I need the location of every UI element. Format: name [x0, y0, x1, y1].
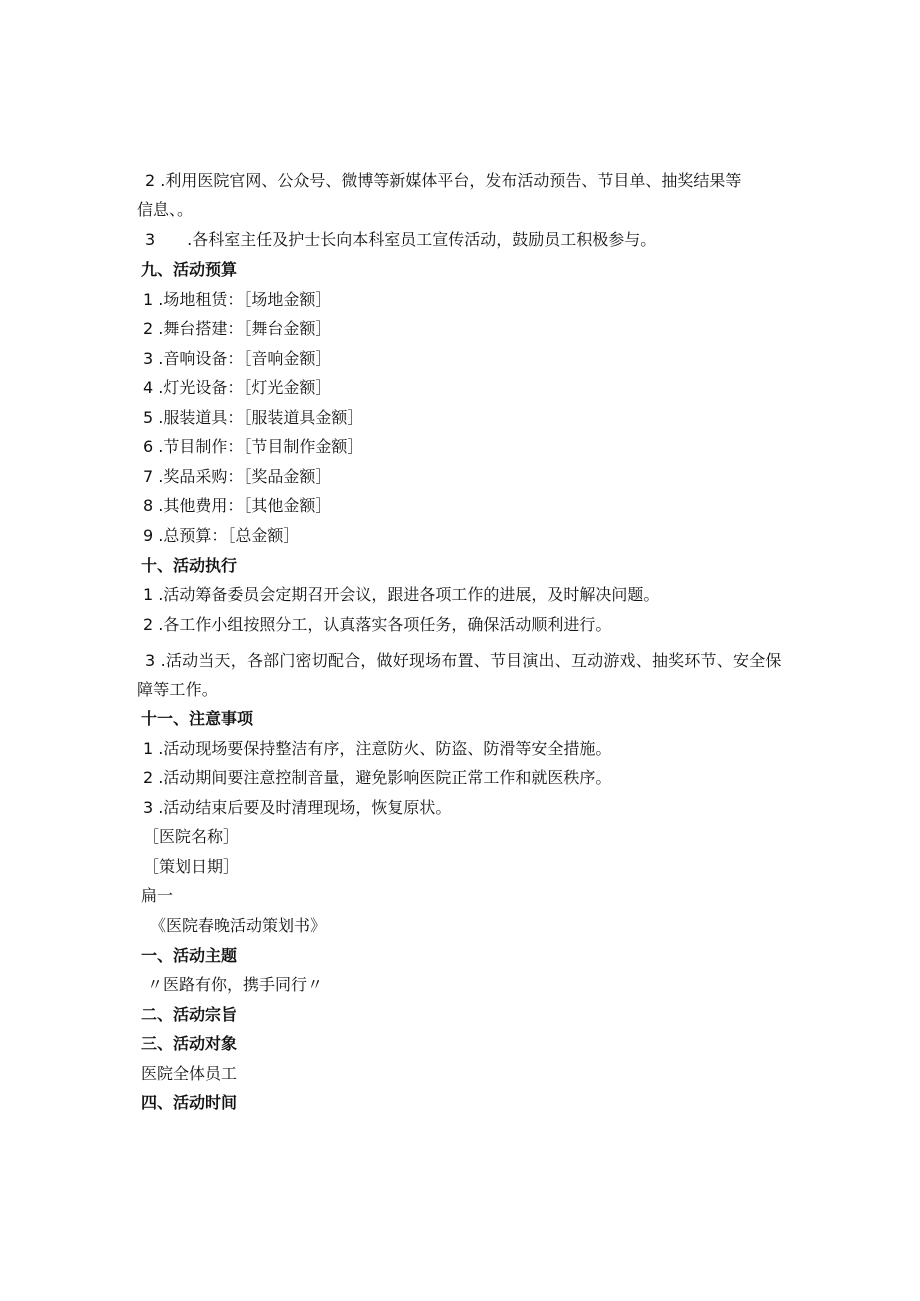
section-heading-purpose: 二、活动宗旨 [141, 1005, 238, 1024]
notes-item-1: 1 .活动现场要保持整洁有序，注意防火、防盗、防滑等安全措施。 [143, 739, 612, 758]
section-heading-target: 三、活动对象 [141, 1034, 238, 1053]
budget-item-8: 8 .其他费用：［其他金额］ [143, 496, 332, 515]
execution-item-3: 3 .活动当天，各部门密切配合，做好现场布置、节目演出、互动游戏、抽奖环节、安全保障等工作。 [137, 651, 782, 699]
execution-item-2: 2 .各工作小组按照分工，认真落实各项任务，确保活动顺利进行。 [143, 615, 612, 634]
theme-text: 〃医路有你，携手同行〃 [147, 975, 324, 994]
budget-item-6: 6 .节目制作：［节目制作金额］ [143, 437, 364, 456]
budget-item-9: 9 .总预算：［总金额］ [143, 526, 300, 545]
budget-item-3: 3 .音响设备：［音响金额］ [143, 349, 332, 368]
promo-item-3: 3 .各科室主任及护士长向本科室员工宣传活动，鼓励员工积极参与。 [145, 230, 657, 249]
section-heading-execution: 十、活动执行 [141, 556, 238, 575]
section-marker: 扁一 [141, 886, 174, 905]
hospital-name-placeholder: ［医院名称］ [143, 827, 240, 846]
budget-item-1: 1 .场地租赁：［场地金额］ [143, 290, 332, 309]
plan-date-placeholder: ［策划日期］ [143, 857, 240, 876]
section-heading-notes: 十一、注意事项 [141, 709, 254, 728]
document-title: 《医院春晚活动策划书》 [150, 916, 327, 935]
section-heading-time: 四、活动时间 [141, 1093, 238, 1112]
budget-item-4: 4 .灯光设备：［灯光金额］ [143, 378, 332, 397]
budget-item-2: 2 .舞台搭建：［舞台金额］ [143, 319, 332, 338]
target-text: 医院全体员工 [141, 1064, 238, 1083]
notes-item-3: 3 .活动结束后要及时清理现场，恢复原状。 [143, 798, 452, 817]
budget-item-7: 7 .奖品采购：［奖品金额］ [143, 467, 332, 486]
budget-item-5: 5 .服装道具：［服装道具金额］ [143, 408, 364, 427]
promo-item-2-line1: 2 .利用医院官网、公众号、微博等新媒体平台，发布活动预告、节目单、抽奖结果等 [145, 171, 742, 190]
section-heading-theme: 一、活动主题 [141, 946, 238, 965]
execution-item-1: 1 .活动筹备委员会定期召开会议，跟进各项工作的进展，及时解决问题。 [143, 585, 660, 604]
section-heading-budget: 九、活动预算 [141, 260, 238, 279]
notes-item-2: 2 .活动期间要注意控制音量，避免影响医院正常工作和就医秩序。 [143, 768, 612, 787]
promo-item-2-line2: 信息、。 [137, 200, 194, 219]
